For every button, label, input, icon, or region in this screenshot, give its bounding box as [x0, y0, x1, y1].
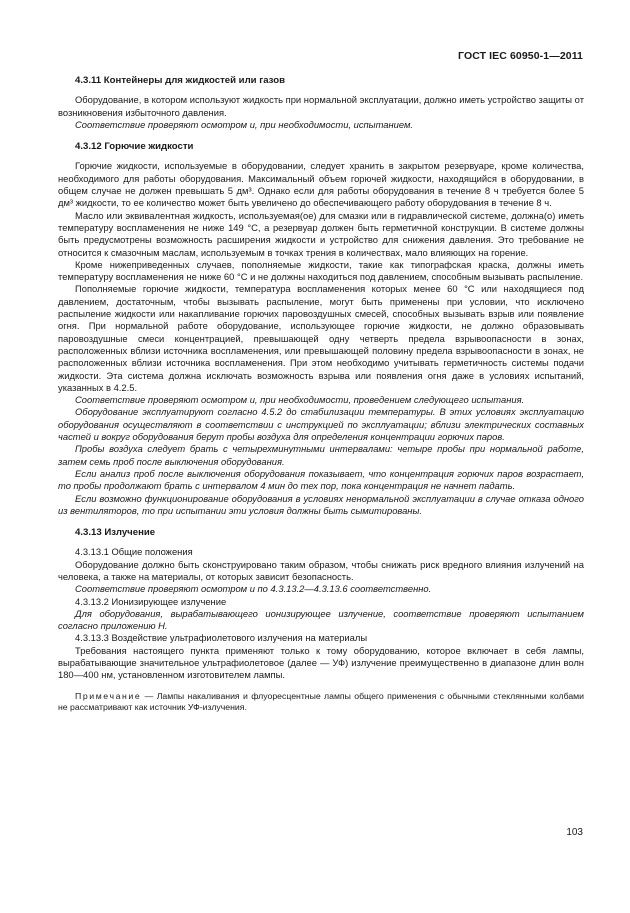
- paragraph: Требования настоящего пункта применяют только к тому оборудованию, которое включает в себя лампы, вырабатывающие значительное ультрафиолетовое (далее — УФ) излучение преимущественно в диапазоне длин волн 180—400 нм, установленном изготовителем лампы.: [58, 644, 584, 681]
- compliance-paragraph: Соответствие проверяют осмотром и по 4.3.13.2—4.3.13.6 соответственно.: [75, 583, 432, 595]
- standard-header: ГОСТ IEC 60950-1—2011: [458, 50, 583, 62]
- subsection-title: 4.3.13.2 Ионизирующее излучение: [75, 595, 227, 607]
- paragraph: Кроме нижеприведенных случаев, пополняемые жидкости, такие как типографская краска, должны иметь температуру воспламенения не ниже 60 °С и не должны находиться под давлением, способным вызывать распыление.: [58, 258, 584, 283]
- paragraph: Оборудование должно быть сконструировано таким образом, чтобы снижать риск вредного влияния излучений на человека, а также на материалы, от которых зависит безопасность.: [58, 558, 584, 582]
- section-heading-4-3-12: 4.3.12 Горючие жидкости: [75, 141, 194, 153]
- test-paragraph: Если возможно функционирование оборудования в условиях ненормальной эксплуатации в случае отказа одного из вентиляторов, то при испытании эти условия должны быть сымитированы.: [58, 492, 584, 516]
- note-text: — Лампы накаливания и флуоресцентные лампы общего применения с обычными стеклянными колбами не рассматривают как источник УФ-излучения.: [58, 690, 584, 713]
- subsection-title: 4.3.13.1 Общие положения: [75, 546, 193, 558]
- paragraph: Горючие жидкости, используемые в оборудовании, следует хранить в закрытом резервуаре, кроме количества, необходимого для работы оборудования. Максимальный объем горючей жидкости, находящийся в оборудовании, в общем случае не должен превышать 5 дм³. Однако если для работы оборудования в течение 8 ч требуется более 5 дм³ жидкости, то ее количество может быть увеличено до обеспечивающего работу оборудования в течение 8 ч.: [58, 160, 584, 209]
- note-label: Примечание: [75, 690, 142, 701]
- compliance-paragraph: Для оборудования, вырабатывающего ионизирующее излучение, соответствие проверяют испытанием согласно приложению Н.: [58, 607, 584, 632]
- test-paragraph: Оборудование эксплуатируют согласно 4.5.2 до стабилизации температуры. В этих условиях эксплуатацию оборудования осуществляют в соответствии с инструкцией по эксплуатации; вблизи электрических составных частей и вокруг оборудования берут пробы воздуха для определения концентрации горючих паров.: [58, 406, 584, 443]
- compliance-paragraph: Соответствие проверяют осмотром и, при необходимости, проведением следующего испытания.: [75, 394, 525, 406]
- section-heading-4-3-11: 4.3.11 Контейнеры для жидкостей или газов: [75, 75, 285, 86]
- compliance-paragraph: Соответствие проверяют осмотром и, при необходимости, испытанием.: [75, 118, 414, 130]
- page-content: [58, 75, 584, 714]
- note: [58, 691, 584, 714]
- test-paragraph: Пробы воздуха следует брать с четырехминутными интервалами: четыре пробы при нормальной работе, затем семь проб после выключения оборудования.: [58, 443, 584, 467]
- paragraph: Масло или эквивалентная жидкость, используемая(ое) для смазки или в гидравлической системе, должна(о) иметь температуру воспламенения не ниже 149 °С, а резервуар должен быть герметичной конструкции. В системе должны быть предусмотрены возможность расширения жидкости и устройство для снижения давления. Это требование не относится к смазочным маслам, используемым в точках трения в количествах, мало влияющих на горение.: [58, 209, 584, 258]
- paragraph: Пополняемые горючие жидкости, температура воспламенения которых менее 60 °С или находящиеся под давлением, достаточным, чтобы вызывать распыление, могут быть применены при условии, что исключено распыление жидкости или накапливание горючих паровоздушных смесей, способных вызывать взрыв или появление огня. При нормальной работе оборудование, использующее горючие жидкости, не должно образовывать паровоздушные смеси концентрацией, превышающей одну четверть предела взрывоопасности в зонах, расположенных вблизи источника воспламенения, или превышающей половину предела взрывоопасности в зонах, не расположенных вблизи источника воспламенения. При этом необходимо учитывать герметичность системы подачи жидкости. Эта система должна исключать возможность взрыва или появления огня даже в условиях испытаний, указанных в 4.2.5.: [58, 283, 584, 393]
- section-heading-4-3-13: 4.3.13 Излучение: [75, 527, 156, 539]
- test-paragraph: Если анализ проб после выключения оборудования показывает, что концентрация горючих паров возрастает, то пробы продолжают брать с интервалом 4 мин до тех пор, пока концентрация не начнет падать.: [58, 467, 584, 492]
- paragraph: Оборудование, в котором используют жидкость при нормальной эксплуатации, должно иметь устройство защиты от возникновения избыточного давления.: [58, 94, 584, 118]
- subsection-title: 4.3.13.3 Воздействие ультрафиолетового излучения на материалы: [75, 632, 368, 644]
- page-number: 103: [566, 827, 583, 838]
